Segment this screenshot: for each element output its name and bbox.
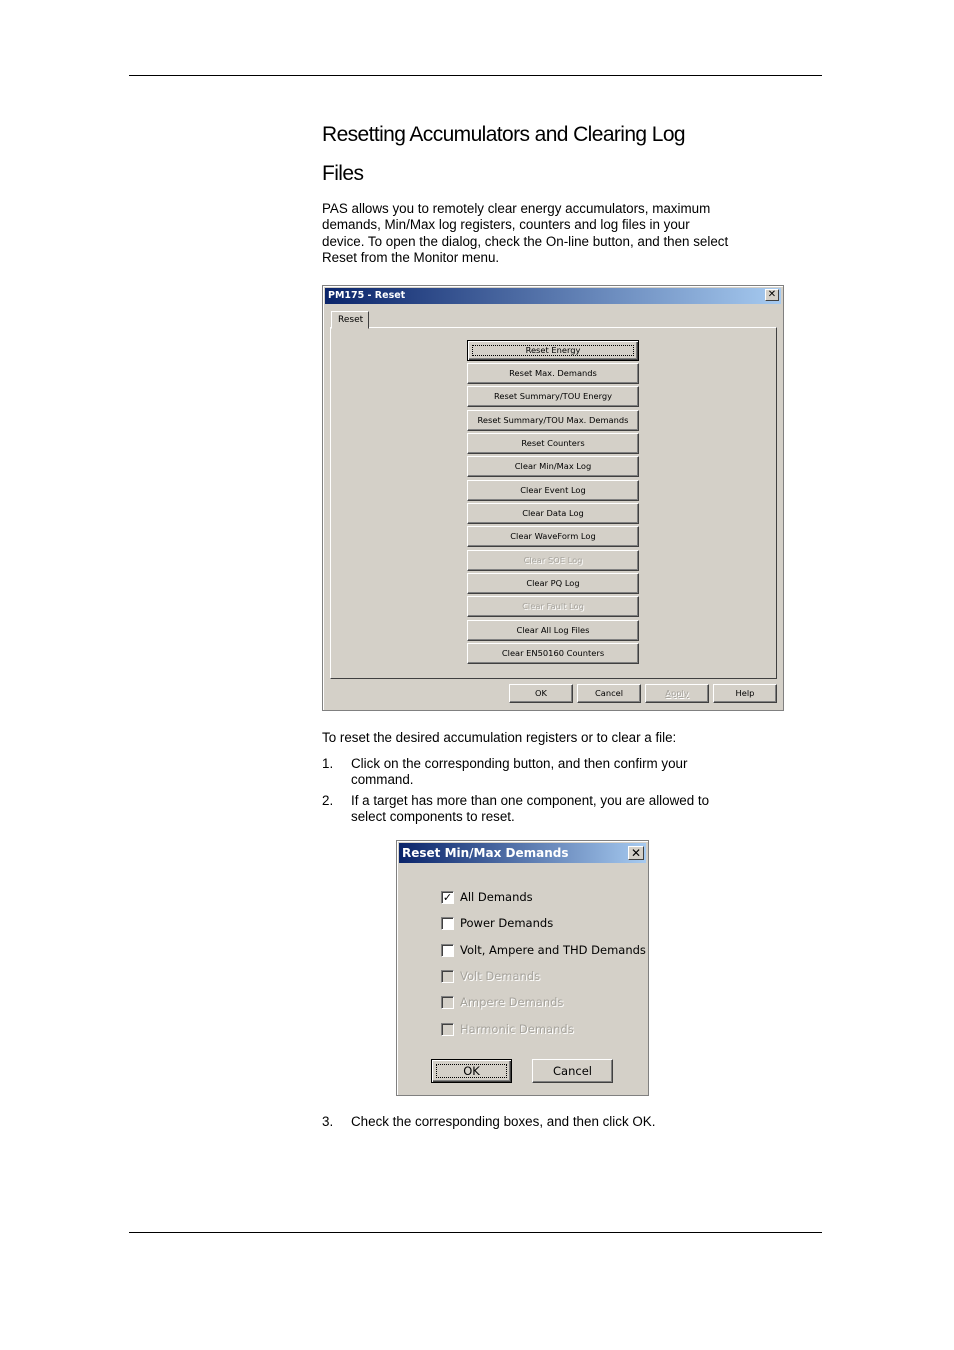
footer-rule — [129, 1232, 822, 1233]
harmonic-demands-checkbox — [441, 1023, 454, 1036]
power-demands-label: Power Demands — [460, 916, 554, 930]
close-icon[interactable]: ✕ — [765, 289, 779, 301]
demands-ok-button[interactable] — [431, 1059, 512, 1083]
step-number: 2. — [322, 793, 334, 808]
step-number: 3. — [322, 1114, 334, 1129]
step-text: Click on the corresponding button, and then confirm your command. — [351, 756, 688, 788]
help-button[interactable] — [713, 684, 777, 703]
reset-max-demands-button[interactable] — [467, 363, 639, 384]
clear-event-log-button[interactable] — [467, 480, 639, 501]
clear-min-max-log-label: Clear Min/Max Log — [514, 461, 592, 471]
clear-pq-log-button[interactable] — [467, 573, 639, 594]
demands-ok-label: OK — [463, 1064, 480, 1078]
intro-paragraph: PAS allows you to remotely clear energy accumulators, maximum demands, Min/Max log registers, counters and log files in your device. To open the dialog, check the On-line button, and then select Reset from the Monitor menu. — [322, 201, 729, 265]
cancel-button[interactable] — [577, 684, 641, 703]
close-icon[interactable]: ✕ — [628, 846, 644, 860]
cancel-label: Cancel — [594, 688, 624, 698]
ampere-demands-label: Ampere Demands — [460, 995, 564, 1009]
reset-counters-button[interactable] — [467, 433, 639, 454]
clear-all-log-files-button[interactable] — [467, 620, 639, 641]
clear-waveform-log-label: Clear WaveForm Log — [510, 531, 596, 541]
step-text: Check the corresponding boxes, and then click OK. — [351, 1114, 656, 1129]
reset-summary-tou-energy-label: Reset Summary/TOU Energy — [493, 391, 613, 401]
harmonic-demands-label: Harmonic Demands — [460, 1022, 574, 1036]
volt-demands-label: Volt Demands — [460, 969, 541, 983]
instructions-lead: To reset the desired accumulation registers or to clear a file: — [322, 730, 677, 745]
reset-energy-button[interactable] — [467, 340, 639, 361]
volt-demands-checkbox — [441, 970, 454, 983]
clear-min-max-log-button[interactable] — [467, 456, 639, 477]
reset-dialog-title: PM175 - Reset — [328, 290, 406, 301]
apply-button — [645, 684, 709, 703]
reset-energy-label: Reset Energy — [525, 345, 581, 355]
demands-cancel-button[interactable] — [532, 1059, 613, 1083]
clear-event-log-label: Clear Event Log — [520, 485, 586, 495]
focus-ring — [472, 345, 634, 356]
clear-soe-log-label: Clear SOE Log — [523, 555, 583, 565]
apply-label: Apply — [665, 688, 689, 698]
demands-cancel-label: Cancel — [553, 1064, 592, 1078]
section-heading: Resetting Accumulators and Clearing Log — [322, 123, 685, 146]
help-label: Help — [735, 688, 755, 698]
reset-counters-label: Reset Counters — [521, 438, 585, 448]
ok-label: OK — [535, 688, 547, 698]
ampere-demands-checkbox — [441, 996, 454, 1009]
clear-soe-log-button — [467, 550, 639, 571]
clear-pq-log-label: Clear PQ Log — [526, 578, 580, 588]
clear-en50160-counters-button[interactable] — [467, 643, 639, 664]
step-number: 1. — [322, 756, 334, 771]
clear-fault-log-button — [467, 596, 639, 617]
clear-fault-log-label: Clear Fault Log — [522, 601, 584, 611]
tab-reset[interactable] — [331, 311, 369, 329]
reset-summary-tou-max-demands-button[interactable] — [467, 410, 639, 431]
clear-all-log-files-label: Clear All Log Files — [516, 625, 590, 635]
header-rule — [129, 75, 822, 76]
reset-max-demands-label: Reset Max. Demands — [509, 368, 597, 378]
volt-ampere-thd-demands-checkbox[interactable] — [441, 944, 454, 957]
all-demands-checkbox[interactable]: ✓ — [442, 891, 453, 904]
reset-summary-tou-max-demands-label: Reset Summary/TOU Max. Demands — [477, 415, 629, 425]
all-demands-label: All Demands — [460, 890, 533, 904]
ok-button[interactable] — [509, 684, 573, 703]
tab-reset-label: Reset — [338, 315, 364, 325]
reset-dialog — [322, 285, 784, 711]
demands-dialog-title: Reset Min/Max Demands — [402, 846, 569, 860]
clear-en50160-counters-label: Clear EN50160 Counters — [501, 648, 605, 658]
clear-data-log-label: Clear Data Log — [522, 508, 584, 518]
power-demands-checkbox[interactable] — [441, 917, 454, 930]
reset-min-max-demands-dialog — [396, 840, 649, 1096]
reset-summary-tou-energy-button[interactable] — [467, 386, 639, 407]
clear-waveform-log-button[interactable] — [467, 526, 639, 547]
section-heading-continued: Files — [322, 162, 364, 185]
step-text: If a target has more than one component, you are allowed to select components to reset. — [351, 793, 710, 825]
volt-ampere-thd-demands-label: Volt, Ampere and THD Demands — [460, 943, 646, 957]
clear-data-log-button[interactable] — [467, 503, 639, 524]
demands-dialog-titlebar — [399, 843, 646, 863]
reset-dialog-titlebar — [325, 288, 781, 304]
focus-ring — [436, 1064, 507, 1078]
